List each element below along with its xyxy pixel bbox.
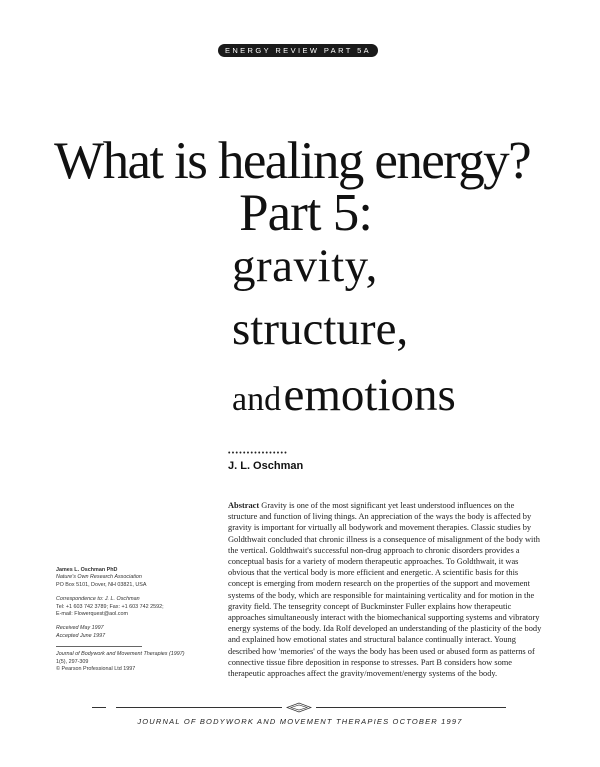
sidebar-accepted: Accepted June 1997 [56,632,106,639]
sidebar-journal-ref: Journal of Bodywork and Movement Therapies (1997) [56,651,185,658]
title-line-4: structure, [232,303,409,355]
sidebar-journal-pages: 1(5), 297-309 [56,658,89,665]
footer-rule-right [316,707,506,708]
title-line-3: gravity, [232,240,378,292]
sidebar-address: PO Box 5101, Dover, NH 03821, USA [56,581,147,588]
title-line-1: What is healing energy? [54,132,530,190]
author-info-sidebar [56,567,206,673]
sidebar-correspondence: Correspondence to: J. L. Oschman [56,596,140,603]
footer-ornament-icon [286,702,312,713]
sidebar-affiliation: Nature's Own Research Association [56,574,142,581]
abstract-paragraph [228,500,542,679]
title-line-5 [232,368,456,422]
abstract-label: Abstract [228,501,260,510]
sidebar-author-name: James L. Oschman PhD [56,567,118,573]
title-word-emotions: emotions [283,369,456,421]
abstract-text: Gravity is one of the most significant yet least understood influences on the structure and function of living things. An appreciation of the ways the body is affected by gravity is important for virtually all bodywork and movement therapies. Classic studies by Goldthwait concluded that chronic illness is a consequence of misalignment of the body with the vertical. Goldthwait's successful non-drug approach to chronic disorders provides a conceptual basis for a variety of modern therapeutic approaches. To Goldthwait, it was obvious that the vertical body is more efficient and energetic. A scientific basis for this concept is emerging from modern research on the properties of the support and movement systems of the body, which are responsible for maintaining verticality and for motion in the gravity field. The tensegrity concept of Buckminster Fuller explains how therapeutic approaches simultaneously interact with the biomechanical supporting systems and vibratory energy systems of the body. Ida Rolf developed an understanding of the plasticity of the body and explained how emotional states and structural balance continually interact. Young described how 'memories' of the ways the body has been used or abused form as patterns of connective tissue fibre deposition in response to stresses. Part B considers how some therapeutic approaches affect the gravity/movement/energy systems of the body. [228,501,542,679]
sidebar-telephone: Tel: +1 603 742 3789; Fax: +1 603 742 2592; [56,603,164,610]
footer-rule-left-short [92,707,106,708]
title-line-2: Part 5: [239,184,372,242]
title-word-and: and [232,381,282,418]
author-name: J. L. Oschman [228,460,304,472]
sidebar-divider [56,646,142,647]
sidebar-copyright: © Pearson Professional Ltd 1997 [56,666,136,673]
article-title [0,133,600,433]
footer-rule-left [116,707,282,708]
sidebar-email: E-mail: Flowerquest@aol.com [56,611,128,618]
section-banner: ENERGY REVIEW PART 5A [218,44,378,57]
sidebar-received: Received May 1997 [56,625,104,632]
divider-dots: •••••••••••••••• [228,450,289,457]
journal-footer: JOURNAL OF BODYWORK AND MOVEMENT THERAPIES OCTOBER 1997 [137,717,463,726]
